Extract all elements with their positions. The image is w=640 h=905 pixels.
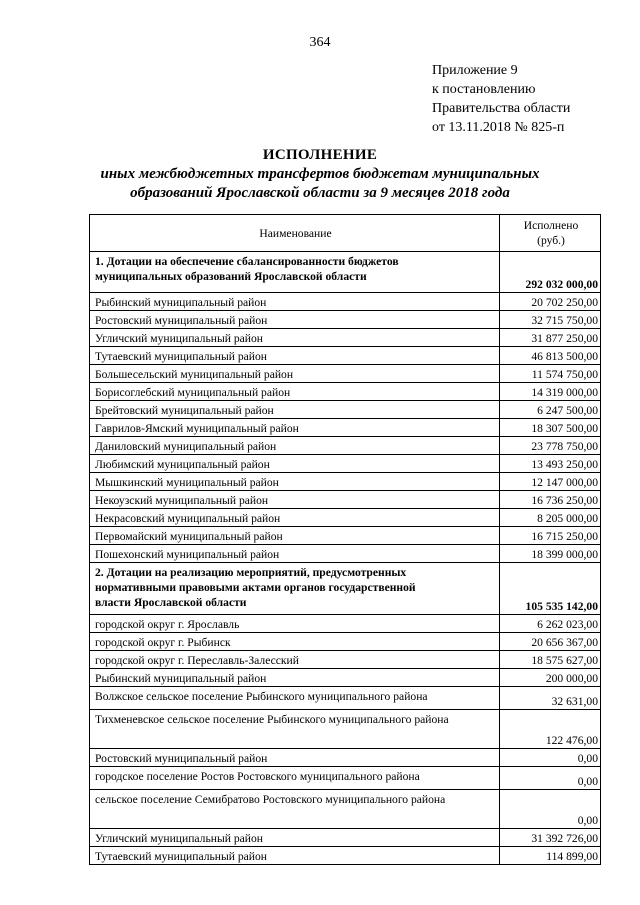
table-row [90, 311, 601, 329]
section-2-row [90, 563, 601, 615]
row-name: сельское поселение Семибратово Ростовского муниципального района [90, 790, 500, 829]
section-1-title-line-1: 1. Дотации на обеспечение сбалансированности бюджетов [95, 255, 399, 268]
table-row [90, 615, 601, 633]
row-amount: 6 262 023,00 [500, 615, 601, 633]
row-name: Рыбинский муниципальный район [90, 669, 500, 687]
row-name: Угличский муниципальный район [90, 329, 500, 347]
row-name: Ростовский муниципальный район [90, 311, 500, 329]
row-amount: 18 307 500,00 [500, 419, 601, 437]
table-header-row [90, 215, 601, 252]
appendix-line-3: Правительства области [432, 101, 571, 116]
appendix-line-1: Приложение 9 [432, 63, 518, 78]
table-row [90, 293, 601, 311]
table-row [90, 545, 601, 563]
table-row [90, 491, 601, 509]
section-1-total: 292 032 000,00 [500, 252, 601, 293]
row-amount: 11 574 750,00 [500, 365, 601, 383]
row-amount: 46 813 500,00 [500, 347, 601, 365]
table-row [90, 527, 601, 545]
row-name: Пошехонский муниципальный район [90, 545, 500, 563]
row-name: городской округ г. Рыбинск [90, 633, 500, 651]
title-line-2: иных межбюджетных трансфертов бюджетам муниципальных [100, 166, 540, 182]
section-2-title-line-3: власти Ярославской области [95, 596, 247, 609]
row-name: Любимский муниципальный район [90, 455, 500, 473]
row-name: Борисоглебский муниципальный район [90, 383, 500, 401]
table-row [90, 790, 601, 829]
table-row [90, 329, 601, 347]
row-amount: 20 656 367,00 [500, 633, 601, 651]
table-row [90, 651, 601, 669]
row-amount: 16 736 250,00 [500, 491, 601, 509]
table-row [90, 847, 601, 865]
table-row [90, 365, 601, 383]
row-name: Гаврилов-Ямский муниципальный район [90, 419, 500, 437]
row-name: городской округ г. Переславль-Залесский [90, 651, 500, 669]
table-row [90, 473, 601, 491]
row-name: Тутаевский муниципальный район [90, 347, 500, 365]
table-row [90, 829, 601, 847]
execution-table [89, 214, 601, 865]
row-name: Волжское сельское поселение Рыбинского муниципального района [90, 687, 500, 710]
row-name: Ростовский муниципальный район [90, 749, 500, 767]
row-name: Некрасовский муниципальный район [90, 509, 500, 527]
row-amount: 31 877 250,00 [500, 329, 601, 347]
appendix-line-2: к постановлению [432, 82, 536, 97]
row-name: Рыбинский муниципальный район [90, 293, 500, 311]
header-amount [500, 215, 601, 252]
row-name: городское поселение Ростов Ростовского муниципального района [90, 767, 500, 790]
row-amount: 0,00 [500, 749, 601, 767]
row-amount: 32 715 750,00 [500, 311, 601, 329]
table-row [90, 687, 601, 710]
table-row [90, 669, 601, 687]
appendix-reference [432, 61, 570, 137]
row-amount: 0,00 [500, 790, 601, 829]
table-row [90, 767, 601, 790]
page-number: 364 [309, 35, 331, 50]
row-amount: 114 899,00 [500, 847, 601, 865]
table-row [90, 347, 601, 365]
row-amount: 16 715 250,00 [500, 527, 601, 545]
row-name: Тутаевский муниципальный район [90, 847, 500, 865]
table-row [90, 509, 601, 527]
row-name: Первомайский муниципальный район [90, 527, 500, 545]
row-amount: 0,00 [500, 767, 601, 790]
row-amount: 6 247 500,00 [500, 401, 601, 419]
section-2-title [90, 563, 500, 615]
table-row [90, 710, 601, 749]
header-amount-line-1: Исполнено [523, 219, 579, 232]
table-row [90, 633, 601, 651]
section-2-total: 105 535 142,00 [500, 563, 601, 615]
row-amount: 8 205 000,00 [500, 509, 601, 527]
table-row [90, 419, 601, 437]
row-name: Тихменевское сельское поселение Рыбинского муниципального района [90, 710, 500, 749]
row-amount: 31 392 726,00 [500, 829, 601, 847]
row-amount: 122 476,00 [500, 710, 601, 749]
table-row [90, 401, 601, 419]
section-2-title-line-1: 2. Дотации на реализацию мероприятий, предусмотренных [95, 566, 407, 579]
row-name: Даниловский муниципальный район [90, 437, 500, 455]
row-amount: 200 000,00 [500, 669, 601, 687]
table-row [90, 749, 601, 767]
row-name: городской округ г. Ярославль [90, 615, 500, 633]
table-row [90, 437, 601, 455]
appendix-line-4: от 13.11.2018 № 825-п [432, 120, 565, 135]
document-title [0, 146, 640, 203]
title-main: ИСПОЛНЕНИЕ [262, 147, 378, 163]
row-amount: 20 702 250,00 [500, 293, 601, 311]
row-name: Угличский муниципальный район [90, 829, 500, 847]
section-1-title [90, 252, 500, 293]
table-row [90, 383, 601, 401]
row-amount: 12 147 000,00 [500, 473, 601, 491]
row-amount: 18 399 000,00 [500, 545, 601, 563]
row-name: Большесельский муниципальный район [90, 365, 500, 383]
header-name: Наименование [90, 215, 500, 252]
section-1-row [90, 252, 601, 293]
row-amount: 14 319 000,00 [500, 383, 601, 401]
section-2-title-line-2: нормативными правовыми актами органов государственной [95, 581, 416, 594]
row-amount: 18 575 627,00 [500, 651, 601, 669]
row-amount: 23 778 750,00 [500, 437, 601, 455]
row-name: Мышкинский муниципальный район [90, 473, 500, 491]
section-1-title-line-2: муниципальных образований Ярославской области [95, 270, 367, 283]
header-amount-line-2: (руб.) [537, 234, 565, 247]
row-amount: 32 631,00 [500, 687, 601, 710]
table-row [90, 455, 601, 473]
row-name: Брейтовский муниципальный район [90, 401, 500, 419]
row-amount: 13 493 250,00 [500, 455, 601, 473]
title-line-3: образований Ярославской области за 9 месяцев 2018 года [130, 185, 510, 201]
row-name: Некоузский муниципальный район [90, 491, 500, 509]
